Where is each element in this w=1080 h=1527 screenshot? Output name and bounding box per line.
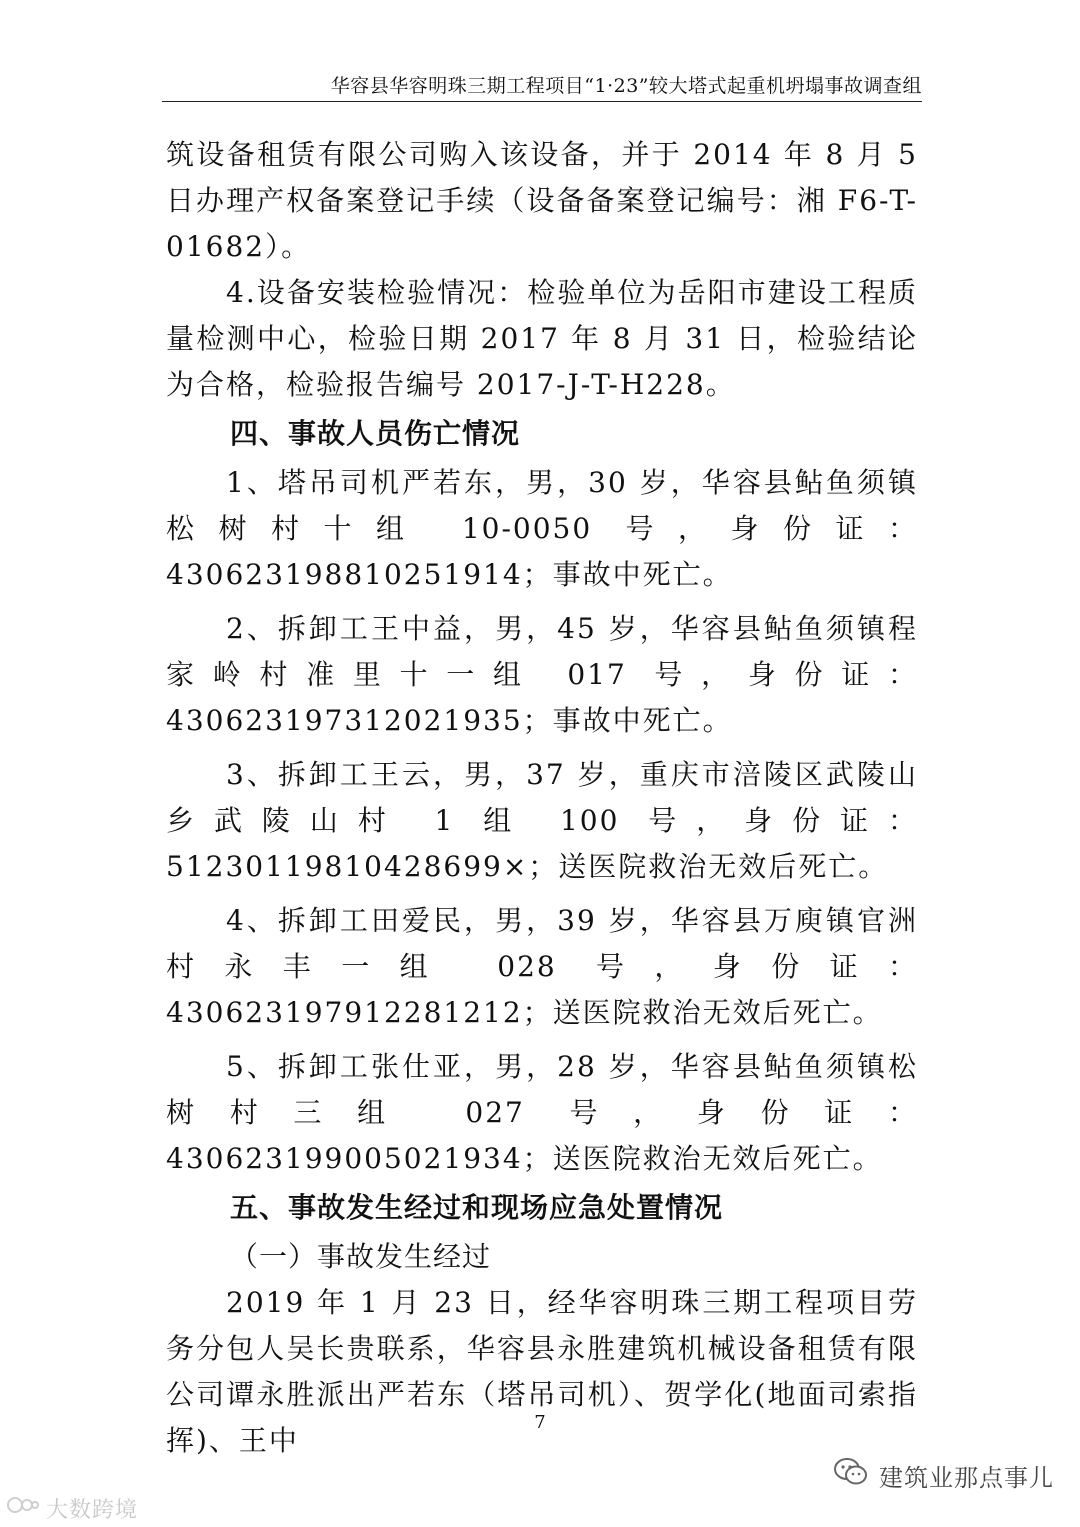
victim-item-2: 2、拆卸工王中益，男，45 岁，华容县鲇鱼须镇程家岭村准里十一组 017 号，身份证：430623197312021935；事故中死亡。 — [166, 612, 918, 737]
document-body — [166, 132, 918, 1464]
paragraph-equipment-registration: 筑设备租赁有限公司购入该设备，并于 2014 年 8 月 5 日办理产权备案登记手续（设备备案登记编号：湘 F6-T-01682）。 — [166, 138, 918, 263]
paragraph-accident-narrative: 2019 年 1 月 23 日，经华容明珠三期工程项目劳务分包人吴长贵联系，华容县永胜建筑机械设备租赁有限公司谭永胜派出严若东（塔吊司机）、贺学化(地面司索指挥)、王中 — [166, 1286, 918, 1457]
section-heading-accident-process: 五、事故发生经过和现场应急处置情况 — [230, 1191, 724, 1224]
header-title: 华容县华容明珠三期工程项目“1·23”较大塔式起重机坍塌事故调查组 — [330, 75, 922, 97]
page-header — [162, 75, 922, 102]
page-number: 7 — [534, 1412, 546, 1433]
wechat-icon — [833, 1457, 869, 1493]
section-heading-casualties: 四、事故人员伤亡情况 — [230, 417, 521, 450]
victim-item-1: 1、塔吊司机严若东，男，30 岁，华容县鲇鱼须镇松树村十组 10-0050 号，身份证：430623198810251914；事故中死亡。 — [166, 466, 918, 591]
paragraph-inspection: 4.设备安装检验情况：检验单位为岳阳市建设工程质量检测中心，检验日期 2017 年 8 月 31 日，检验结论为合格，检验报告编号 2017-J-T-H228。 — [166, 276, 918, 401]
subheading-accident-occurrence: （一）事故发生经过 — [230, 1240, 492, 1273]
logo-icon — [6, 1494, 40, 1522]
victim-item-5: 5、拆卸工张仕亚，男，28 岁，华容县鲇鱼须镇松树村三组 027 号，身份证：430623199005021934；送医院救治无效后死亡。 — [166, 1050, 918, 1175]
victim-item-3: 3、拆卸工王云，男，37 岁，重庆市涪陵区武陵山乡武陵山村 1 组 100 号，身份证：51230119810428699×；送医院救治无效后死亡。 — [166, 758, 918, 883]
victim-item-4: 4、拆卸工田爱民，男，39 岁，华容县万庾镇官洲村永丰一组 028 号，身份证：430623197912281212；送医院救治无效后死亡。 — [166, 904, 918, 1029]
watermark-brand-name: 大数跨境 — [46, 1497, 139, 1523]
watermark-brand — [6, 1493, 138, 1523]
watermark-account-name: 建筑业那点事儿 — [879, 1463, 1054, 1492]
watermark-account — [833, 1455, 1054, 1495]
